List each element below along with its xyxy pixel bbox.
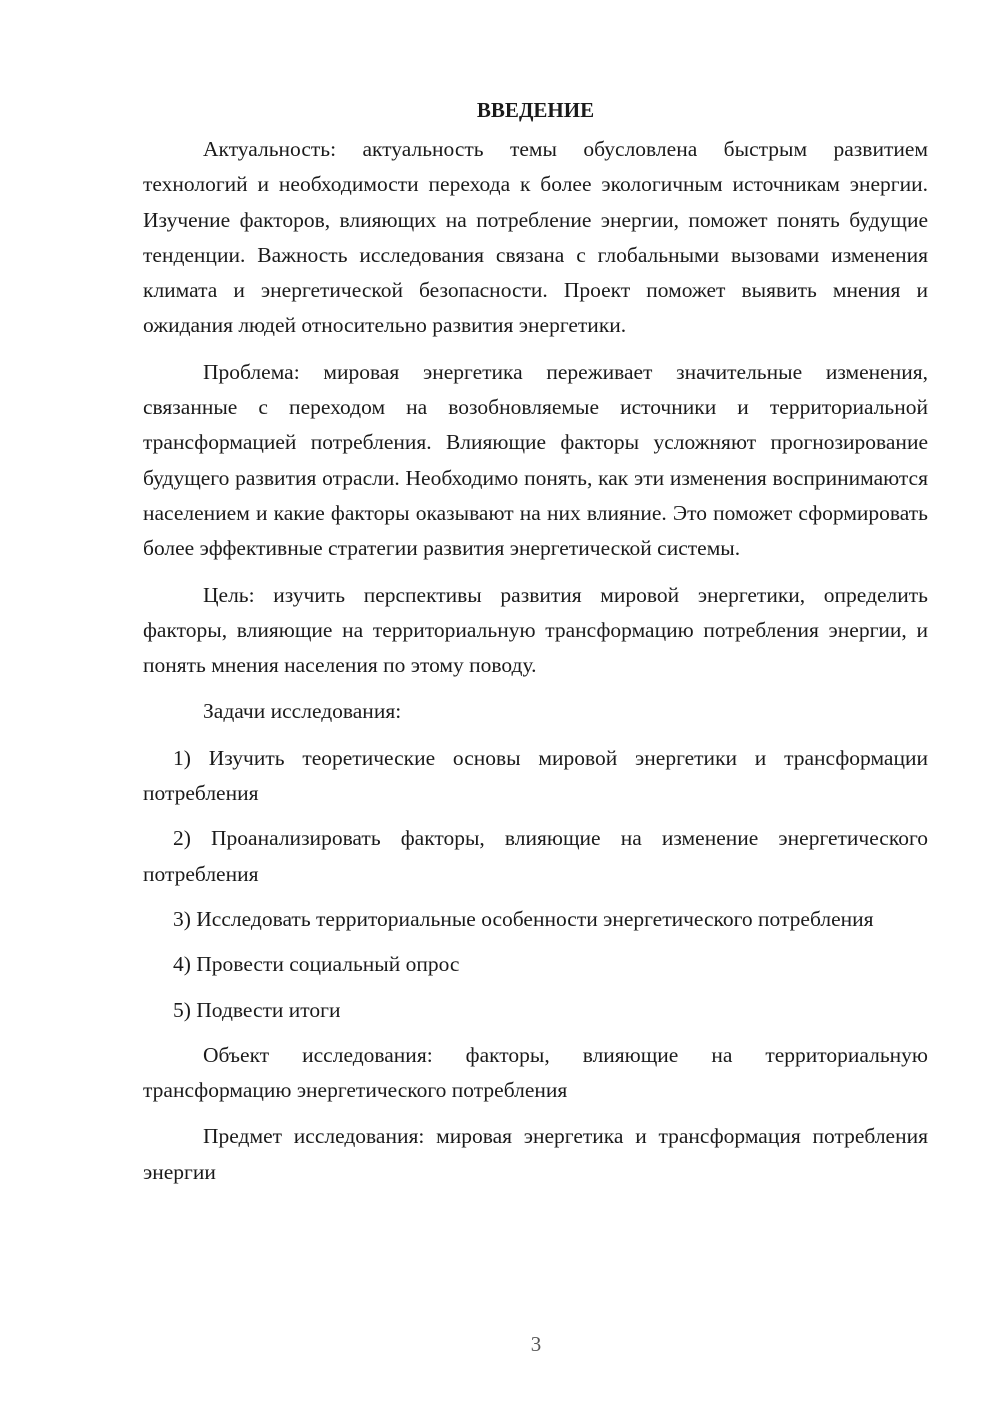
list-item: 5) Подвести итоги — [173, 997, 341, 1022]
list-item: 4) Провести социальный опрос — [173, 952, 460, 977]
tasks-list — [143, 741, 928, 1028]
subject-paragraph: Предмет исследования: мировая энергетика и трансформация потребления энергии — [143, 1124, 928, 1184]
list-item: 1) Изучить теоретические основы мировой энергетики и трансформации потребления — [143, 745, 928, 806]
page-title: ВВЕДЕНИЕ — [476, 98, 595, 122]
object-paragraph: Объект исследования: факторы, влияющие на территориальную трансформацию энергетического потребления — [143, 1042, 928, 1103]
document-page — [143, 93, 928, 1201]
goal-paragraph: Цель: изучить перспективы развития мировой энергетики, определить факторы, влияющие на территориальную трансформацию потребления энергии, и понять мнения населения по этому поводу. — [143, 582, 928, 678]
tasks-heading: Задачи исследования: — [203, 699, 402, 724]
problem-paragraph: Проблема: мировая энергетика переживает значительные изменения, связанные с переходом на возобновляемые источники и территориальной трансформацией потребления. Влияющие факторы усложняют прогнозирование будущего развития отрасли. Необходимо понять, как эти изменения воспринимаются населением и какие факторы оказывают на них влияние. Это поможет сформировать более эффективные стратегии развития энергетической системы. — [143, 359, 928, 561]
relevance-paragraph: Актуальность: актуальность темы обусловлена быстрым развитием технологий и необходимости перехода к более экологичным источникам энергии. Изучение факторов, влияющих на потребление энергии, поможет понять будущие тенденции. Важность исследования связана с глобальными вызовами изменения климата и энергетической безопасности. Проект поможет выявить мнения и ожидания людей относительно развития энергетики. — [143, 137, 928, 338]
list-item: 2) Проанализировать факторы, влияющие на изменение энергетического потребления — [143, 826, 928, 886]
page-number: 3 — [530, 1332, 542, 1356]
list-item: 3) Исследовать территориальные особенности энергетического потребления — [173, 906, 874, 931]
